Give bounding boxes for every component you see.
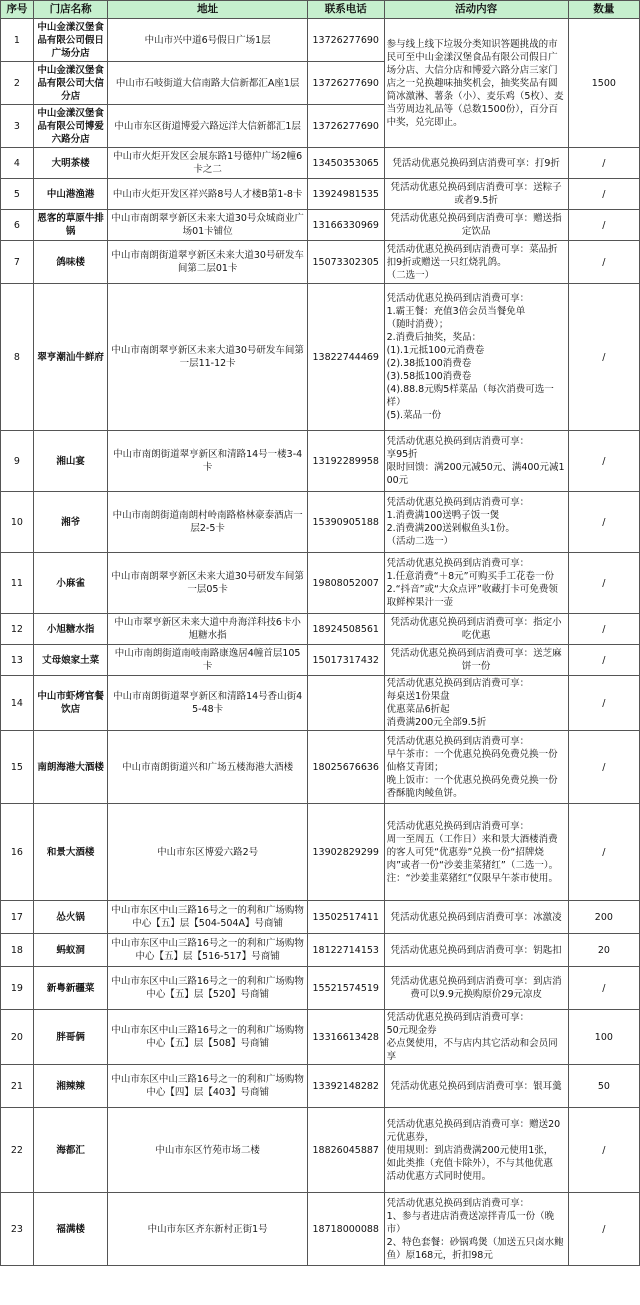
- quantity: /: [568, 1193, 639, 1266]
- activity-line: 凭活动优惠兑换码到店消费可享：到店消费可以9.9元换购原价29元凉皮: [390, 976, 562, 1000]
- header-quantity: 数量: [568, 1, 639, 19]
- activity-line: 2.消费后抽奖，奖品：: [386, 332, 482, 343]
- store-address: 中山市火炬开发区祥兴路8号人才楼B第1-8卡: [108, 179, 307, 210]
- store-name: 中山港渔港: [33, 179, 108, 210]
- activity-line: 每桌送1份果盘: [386, 691, 450, 702]
- store-address: 中山市翠亨新区未来大道中舟海洋科技6卡小旭糖水指: [108, 614, 307, 645]
- activity-content: [384, 901, 568, 934]
- row-number: 11: [1, 553, 34, 614]
- quantity: /: [568, 731, 639, 804]
- activity-content: [384, 967, 568, 1010]
- store-phone: 15017317432: [307, 645, 384, 676]
- store-name: 海都汇: [33, 1108, 108, 1193]
- activity-line: 2.“抖音”或“大众点评”收藏打卡可免费领取鲜榨果汁一壶: [386, 584, 558, 608]
- activity-content: [384, 148, 568, 179]
- store-phone: 18826045887: [307, 1108, 384, 1193]
- table-row: [1, 645, 640, 676]
- store-phone: 15390905188: [307, 492, 384, 553]
- activity-line: 凭活动优惠兑换码到店消费可享：: [386, 497, 530, 508]
- store-name: 怂火锅: [33, 901, 108, 934]
- store-address: 中山市东区博爱六路2号: [108, 804, 307, 901]
- quantity: 1500: [568, 19, 639, 148]
- store-name: 大明茶楼: [33, 148, 108, 179]
- store-phone: 19808052007: [307, 553, 384, 614]
- store-phone: 13726277690: [307, 105, 384, 148]
- table-header-row: [1, 1, 640, 19]
- activity-content: [384, 1108, 568, 1193]
- row-number: 13: [1, 645, 34, 676]
- activity-line: 1.消费满100送鸭子饭一煲: [386, 510, 500, 521]
- row-number: 12: [1, 614, 34, 645]
- store-phone: 13450353065: [307, 148, 384, 179]
- activity-line: 50元现金券: [386, 1025, 437, 1036]
- table-row: [1, 210, 640, 241]
- activity-line: 凭活动优惠兑换码到店消费可享：: [386, 735, 530, 747]
- activity-line: 限时回馈：满200元减50元、满400元减100元: [386, 462, 565, 486]
- table-row: [1, 967, 640, 1010]
- row-number: 22: [1, 1108, 34, 1193]
- table-row: [1, 553, 640, 614]
- store-name: 南朗海港大酒楼: [33, 731, 108, 804]
- header-address: 地址: [108, 1, 307, 19]
- store-address: 中山市兴中道6号假日广场1层: [108, 19, 307, 62]
- store-address: 中山市南朗街道翠亨新区和清路14号一楼3-4卡: [108, 431, 307, 492]
- quantity: /: [568, 676, 639, 731]
- store-address: 中山市东区中山三路16号之一的利和广场购物中心【五】层【508】号商铺: [108, 1010, 307, 1065]
- activity-line: （随时消费）；: [386, 319, 449, 330]
- quantity: /: [568, 804, 639, 901]
- row-number: 5: [1, 179, 34, 210]
- activity-line: 享95折: [386, 449, 418, 460]
- activity-line: 2.消费满200送剁椒鱼头1份。: [386, 523, 515, 534]
- store-name: 中山市虾烤官餐饮店: [33, 676, 108, 731]
- store-phone: 13166330969: [307, 210, 384, 241]
- store-phone: 13822744469: [307, 284, 384, 431]
- store-name: 中山金漾汉堡食品有限公司大信分店: [33, 62, 108, 105]
- row-number: 23: [1, 1193, 34, 1266]
- activity-line: 凭活动优惠兑换码到店消费可享：: [386, 1197, 530, 1209]
- quantity: /: [568, 492, 639, 553]
- activity-content: [384, 676, 568, 731]
- store-phone: 13902829299: [307, 804, 384, 901]
- row-number: 21: [1, 1065, 34, 1108]
- store-phone: 13316613428: [307, 1010, 384, 1065]
- activity-line: 1.霸王餐：充值3倍会员当餐免单: [386, 306, 526, 317]
- activity-line: 凭活动优惠兑换码到店消费可享：送芝麻饼一份: [390, 648, 562, 672]
- activity-line: 凭活动优惠兑换码到店消费可享：: [386, 678, 530, 689]
- activity-line: 注：“沙姜韭菜猪红”仅限早午茶市使用。: [386, 872, 558, 884]
- quantity: 100: [568, 1010, 639, 1065]
- store-phone: 13192289958: [307, 431, 384, 492]
- store-address: 中山市东区竹苑市场二楼: [108, 1108, 307, 1193]
- store-phone: 13502517411: [307, 901, 384, 934]
- activity-line: 凭活动优惠兑换码到店消费可享：: [386, 1012, 530, 1023]
- store-phone: 13726277690: [307, 62, 384, 105]
- activity-content: [384, 1010, 568, 1065]
- store-address: 中山市东区中山三路16号之一的利和广场购物中心【四】层【403】号商铺: [108, 1065, 307, 1108]
- activity-line: 如此类推（充值卡除外），不与其他优惠: [386, 1157, 553, 1169]
- quantity: /: [568, 179, 639, 210]
- activity-content: [384, 284, 568, 431]
- activity-content: [384, 553, 568, 614]
- header-phone: 联系电话: [307, 1, 384, 19]
- store-name: 和景大酒楼: [33, 804, 108, 901]
- activity-content: [384, 210, 568, 241]
- table-row: [1, 614, 640, 645]
- store-address: 中山市南朗翠亨新区未来大道30号研发车间第一层05卡: [108, 553, 307, 614]
- table-row: [1, 148, 640, 179]
- activity-content: [384, 492, 568, 553]
- store-phone: 13924981535: [307, 179, 384, 210]
- activity-line: 凭活动优惠兑换码到店消费可享：打9折: [392, 157, 560, 169]
- row-number: 15: [1, 731, 34, 804]
- quantity: /: [568, 431, 639, 492]
- activity-line: 凭活动优惠兑换码到店消费可享：菜品折扣9折或赠送一只红烧乳鸽。: [386, 243, 558, 268]
- activity-content: [384, 1065, 568, 1108]
- quantity: /: [568, 614, 639, 645]
- activity-line: 凭活动优惠兑换码到店消费可享：赠送20元优惠券，: [386, 1118, 561, 1143]
- row-number: 8: [1, 284, 34, 431]
- store-name: 蚂蚁洞: [33, 934, 108, 967]
- store-phone: 15521574519: [307, 967, 384, 1010]
- activity-content: [384, 179, 568, 210]
- activity-content: 参与线上线下垃圾分类知识答题挑战的市民可至中山金漾汉堡食品有限公司假日广场分店、大信分店和博爱六路分店三家门店之一兑换趣味抽奖机会，抽奖奖品有圆筒冰激淋、薯条（小）、麦乐鸡（5枚）、麦当劳周边礼品等（总数1500份），百分百中奖，兑完即止。: [384, 19, 568, 148]
- table-row: [1, 1065, 640, 1108]
- activity-line: 周一至周五（工作日）来和景大酒楼消费的客人可凭“优惠券”兑换一份“招牌烧肉”或者一份“沙姜韭菜猪红”（二选一）。: [386, 833, 559, 871]
- activity-content: [384, 731, 568, 804]
- store-address: 中山市东区中山三路16号之一的利和广场购物中心【五】层【504-504A】号商铺: [108, 901, 307, 934]
- activity-line: 2、特色套餐：砂锅鸡煲（加送五只卤水鲍鱼）原168元，折扣98元: [386, 1236, 564, 1261]
- store-name: 胖哥俩: [33, 1010, 108, 1065]
- quantity: /: [568, 284, 639, 431]
- quantity: /: [568, 553, 639, 614]
- activity-line: 凭活动优惠兑换码到店消费可享：送粽子或者9.5折: [390, 182, 562, 206]
- quantity: 20: [568, 934, 639, 967]
- store-address: 中山市南朗翠亨新区未来大道30号研发车间第一层11-12卡: [108, 284, 307, 431]
- activity-line: (2).38抵100消费卷: [386, 358, 472, 369]
- store-address: 中山市南朗街道南岐南路康逸居4幢首层105卡: [108, 645, 307, 676]
- row-number: 1: [1, 19, 34, 62]
- table-row: [1, 1108, 640, 1193]
- store-phone: 18924508561: [307, 614, 384, 645]
- store-name: 中山金漾汉堡食品有限公司假日广场分店: [33, 19, 108, 62]
- table-row: [1, 1193, 640, 1266]
- activity-line: (3).58抵100消费卷: [386, 371, 472, 382]
- row-number: 2: [1, 62, 34, 105]
- activity-line: 优惠菜品6折起: [386, 704, 450, 715]
- store-name: 恩客的草原牛排锅: [33, 210, 108, 241]
- store-name: 翠亨潮汕牛鲜府: [33, 284, 108, 431]
- store-address: 中山市南朗街道兴和广场五楼海港大酒楼: [108, 731, 307, 804]
- quantity: /: [568, 967, 639, 1010]
- row-number: 10: [1, 492, 34, 553]
- store-name: 湘爷: [33, 492, 108, 553]
- activity-line: 早午茶市：一个优惠兑换码免费兑换一份仙格艾青团；: [386, 748, 558, 773]
- table-row: [1, 901, 640, 934]
- quantity: /: [568, 148, 639, 179]
- store-name: 湘辣辣: [33, 1065, 108, 1108]
- table-row: [1, 19, 640, 62]
- activity-line: 活动优惠方式同时使用。: [386, 1170, 492, 1182]
- store-phone: 18025676636: [307, 731, 384, 804]
- activity-line: 凭活动优惠兑换码到店消费可享：指定小吃优惠: [390, 617, 562, 641]
- store-name: 中山金漾汉堡食品有限公司博爱六路分店: [33, 105, 108, 148]
- activity-content: [384, 431, 568, 492]
- row-number: 3: [1, 105, 34, 148]
- store-address: 中山市火炬开发区会展东路1号德仲广场2幢6卡之二: [108, 148, 307, 179]
- row-number: 14: [1, 676, 34, 731]
- activity-content: [384, 645, 568, 676]
- activity-content: [384, 614, 568, 645]
- store-address: 中山市东区街道博爱六路远洋大信新都汇1层: [108, 105, 307, 148]
- quantity: 50: [568, 1065, 639, 1108]
- store-address: 中山市南朗街道南朗村岭南路格林豪泰酒店一层2-5卡: [108, 492, 307, 553]
- row-number: 7: [1, 241, 34, 284]
- store-phone: [307, 676, 384, 731]
- row-number: 19: [1, 967, 34, 1010]
- store-phone: 18122714153: [307, 934, 384, 967]
- store-address: 中山市东区中山三路16号之一的利和广场购物中心【五】层【520】号商铺: [108, 967, 307, 1010]
- table-row: [1, 934, 640, 967]
- quantity: /: [568, 210, 639, 241]
- activity-content: [384, 804, 568, 901]
- activity-line: 凭活动优惠兑换码到店消费可享：银耳羹: [390, 1080, 562, 1092]
- table-row: [1, 431, 640, 492]
- store-name: 福满楼: [33, 1193, 108, 1266]
- store-address: 中山市南朗街道翠亨新区未来大道30号研发车间第二层01卡: [108, 241, 307, 284]
- header-store-name: 门店名称: [33, 1, 108, 19]
- table-body: [1, 19, 640, 1266]
- store-address: 中山市南朗翠亨新区未来大道30号众城商业广场01卡铺位: [108, 210, 307, 241]
- store-name: 湘山宴: [33, 431, 108, 492]
- activity-line: 凭活动优惠兑换码到店消费可享：冰激凌: [390, 911, 562, 923]
- quantity: /: [568, 241, 639, 284]
- activity-line: (1).1元抵100元消费卷: [386, 345, 485, 356]
- quantity: 200: [568, 901, 639, 934]
- row-number: 4: [1, 148, 34, 179]
- table-row: [1, 676, 640, 731]
- store-address: 中山市东区中山三路16号之一的利和广场购物中心【五】层【516-517】号商铺: [108, 934, 307, 967]
- store-phone: 13392148282: [307, 1065, 384, 1108]
- table-row: [1, 492, 640, 553]
- row-number: 18: [1, 934, 34, 967]
- store-name: 小麻雀: [33, 553, 108, 614]
- activity-line: 凭活动优惠兑换码到店消费可享：: [386, 558, 530, 569]
- table-row: [1, 731, 640, 804]
- store-phone: 13726277690: [307, 19, 384, 62]
- store-address: 中山市东区齐东新村正街1号: [108, 1193, 307, 1266]
- row-number: 20: [1, 1010, 34, 1065]
- header-activity: 活动内容: [384, 1, 568, 19]
- table-row: [1, 284, 640, 431]
- store-name: 鸽味楼: [33, 241, 108, 284]
- activity-line: 1.任意消费“＋8元”可购买手工花卷一份: [386, 571, 555, 582]
- activity-line: 晚上饭市：一个优惠兑换码免费兑换一份香酥脆肉鲮鱼饼。: [386, 774, 558, 799]
- activity-line: (5).菜品一份: [386, 410, 442, 421]
- activity-line: 1、参与者进店消费送凉拌青瓜一份（晚市）: [386, 1210, 555, 1235]
- table-row: [1, 804, 640, 901]
- activity-line: 凭活动优惠兑换码到店消费可享：钥匙扣: [390, 944, 562, 956]
- activity-content: [384, 934, 568, 967]
- header-no: 序号: [1, 1, 34, 19]
- activity-line: 使用规则：到店消费满200元使用1张，: [386, 1144, 554, 1156]
- row-number: 16: [1, 804, 34, 901]
- activity-line: 凭活动优惠兑换码到店消费可享：: [386, 820, 530, 832]
- table-row: [1, 241, 640, 284]
- row-number: 9: [1, 431, 34, 492]
- activity-content: [384, 241, 568, 284]
- activity-content: [384, 1193, 568, 1266]
- activity-line: （活动二选一）: [386, 536, 454, 547]
- row-number: 6: [1, 210, 34, 241]
- store-address: 中山市石岐街道大信南路大信新都汇A座1层: [108, 62, 307, 105]
- store-name: 小旭糖水指: [33, 614, 108, 645]
- quantity: /: [568, 1108, 639, 1193]
- activity-line: (4).88.8元购5样菜品（每次消费可选一样）: [386, 384, 554, 408]
- table-row: [1, 1010, 640, 1065]
- store-name: 新粤新疆菜: [33, 967, 108, 1010]
- table-row: [1, 179, 640, 210]
- quantity: /: [568, 645, 639, 676]
- activity-line: 消费满200元全部9.5折: [386, 717, 487, 728]
- store-address: 中山市南朗街道翠亨新区和清路14号香山街45-48卡: [108, 676, 307, 731]
- activity-line: 凭活动优惠兑换码到店消费可享：: [386, 436, 530, 447]
- store-phone: 18718000088: [307, 1193, 384, 1266]
- activity-line: （二选一）: [386, 269, 435, 281]
- store-name: 丈母娘家土菜: [33, 645, 108, 676]
- activity-line: 凭活动优惠兑换码到店消费可享：赠送指定饮品: [390, 213, 562, 237]
- store-phone: 15073302305: [307, 241, 384, 284]
- activity-line: 凭活动优惠兑换码到店消费可享：: [386, 293, 530, 304]
- activity-line: 必点煲使用，不与店内其它活动和会员同享: [386, 1038, 558, 1062]
- row-number: 17: [1, 901, 34, 934]
